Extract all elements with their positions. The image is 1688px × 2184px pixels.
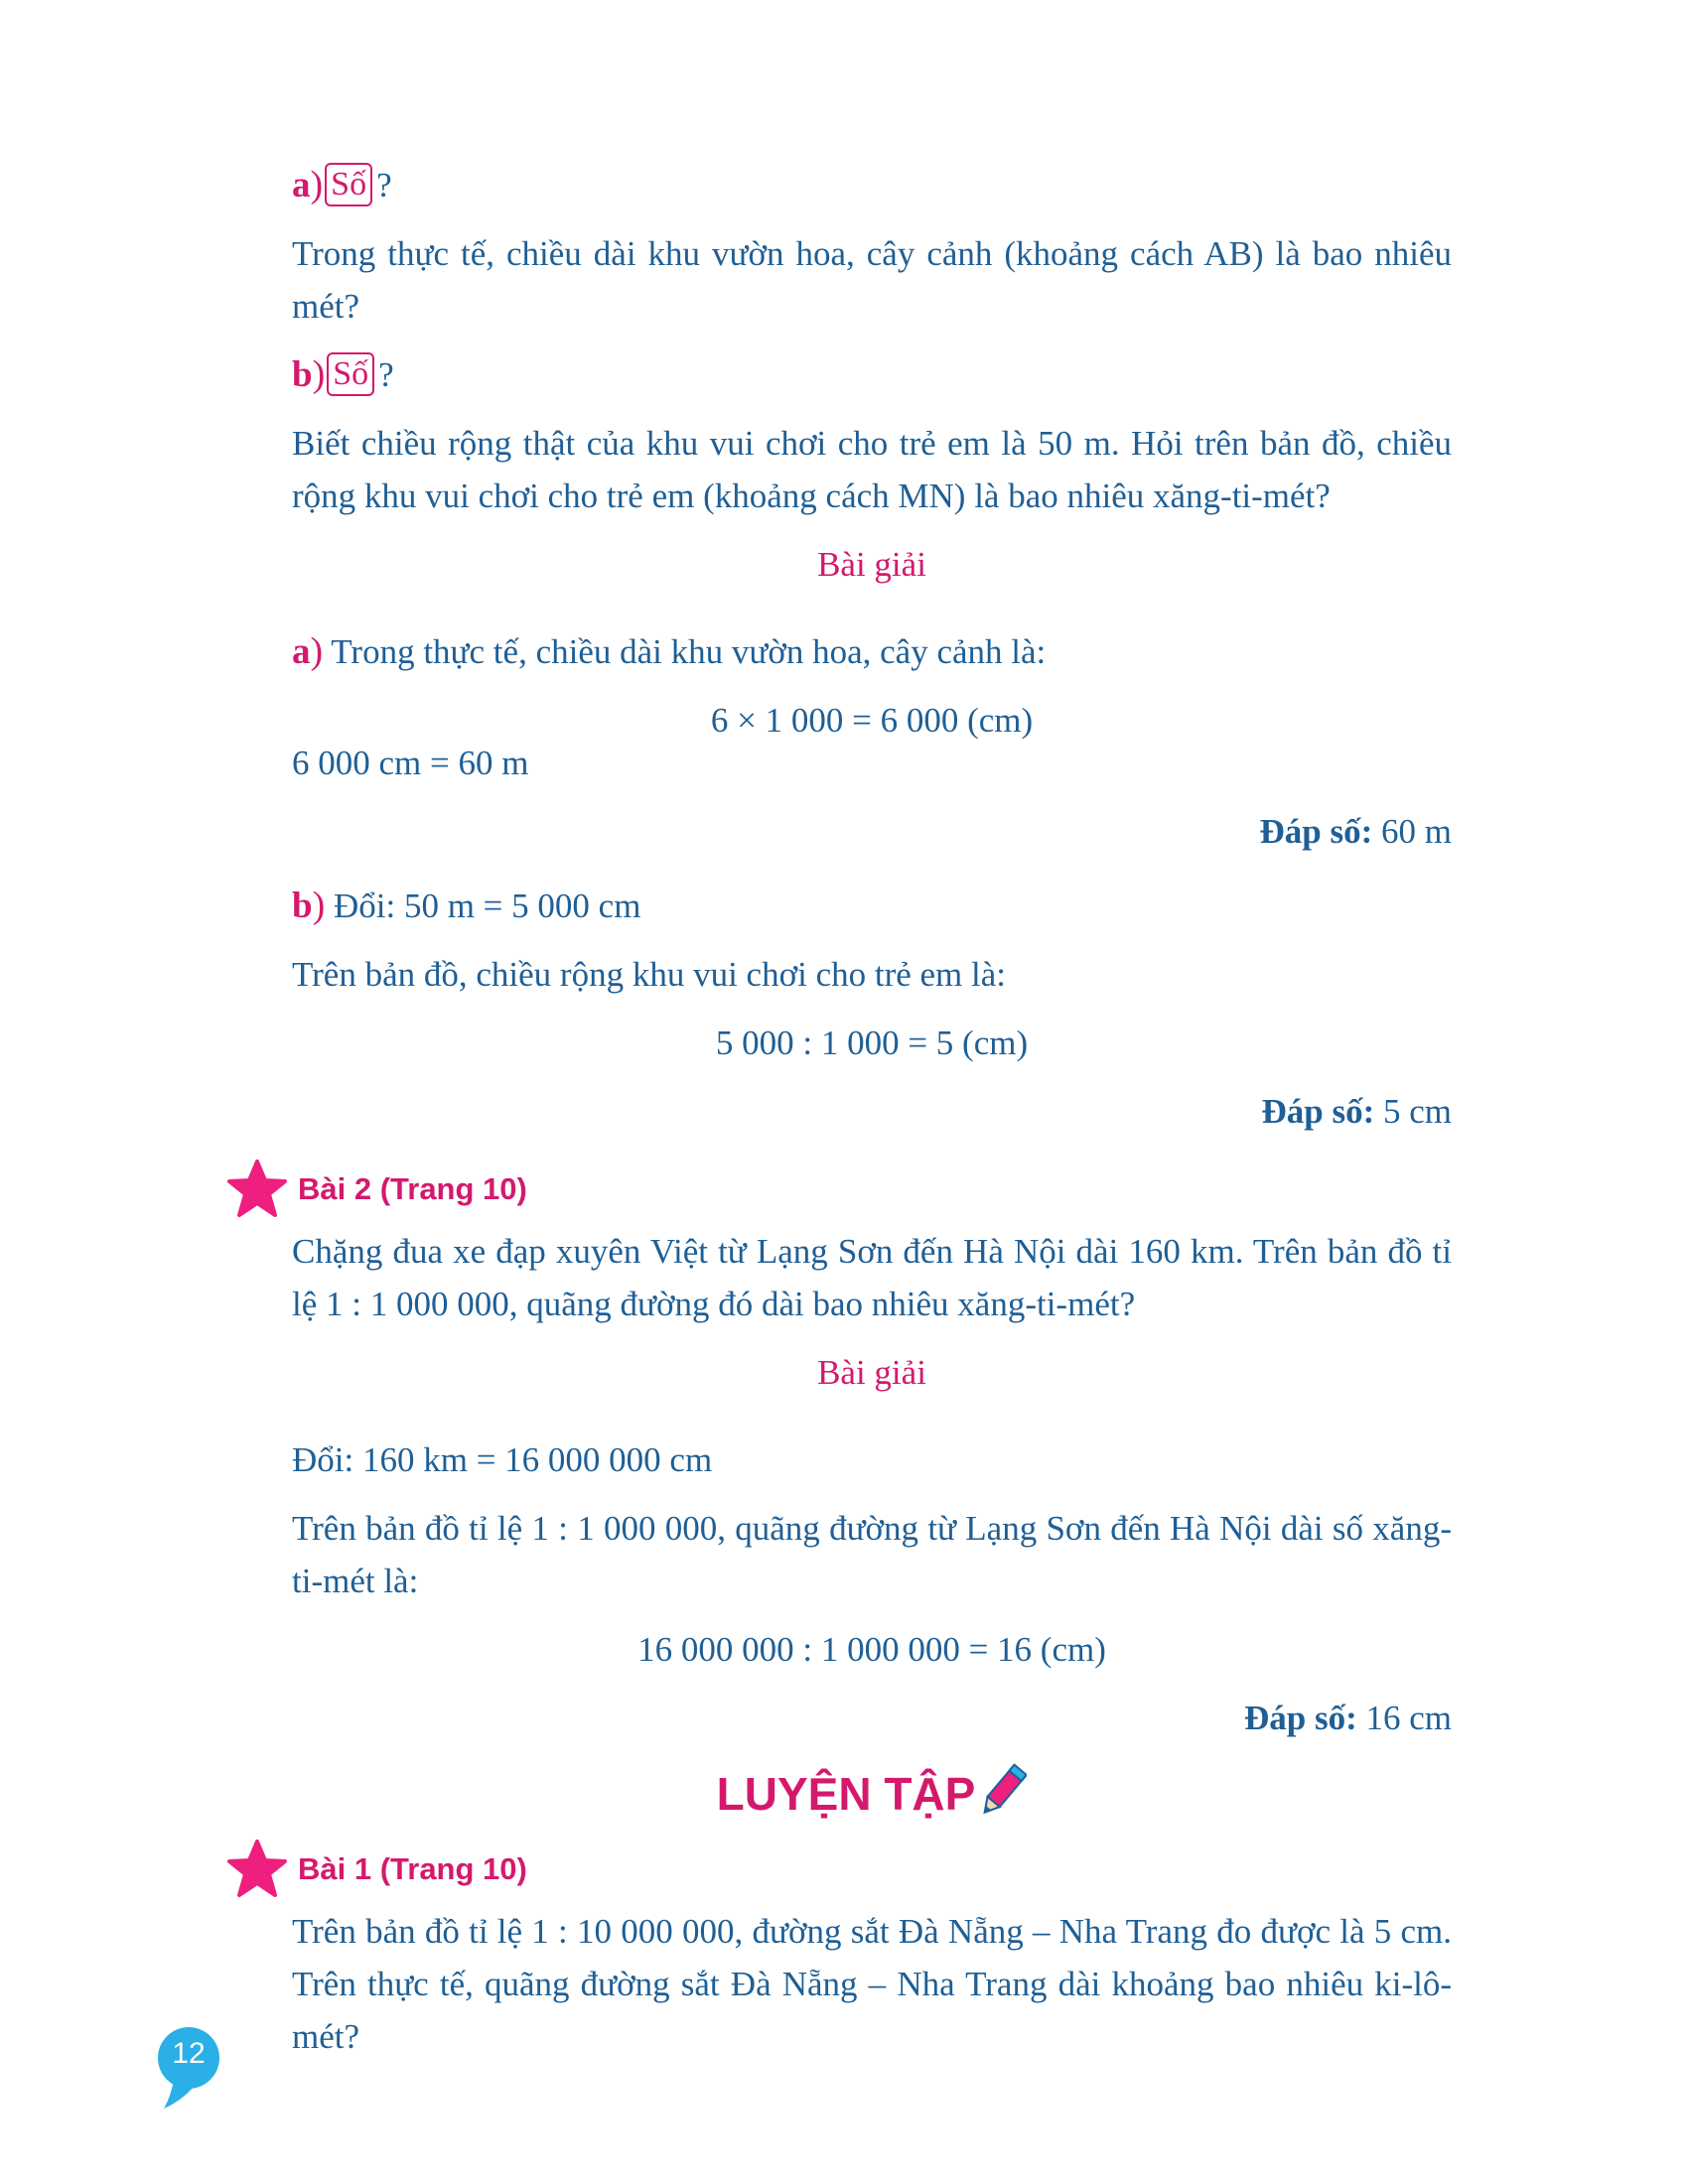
star-icon [222,1154,292,1225]
solution-a-letter: a [292,631,311,672]
solution-b-paren: ) [312,885,326,926]
solution-b-answer [292,1085,1452,1138]
page-number: 12 [172,2037,206,2070]
section-title: LUYỆN TẬP [716,1768,976,1820]
answer-value: 5 cm [1374,1092,1452,1131]
solution-a-convert: 6 000 cm = 60 m [292,744,529,782]
bai2-convert: Đổi: 160 km = 16 000 000 cm [292,1440,713,1479]
question-mark: ? [378,355,394,394]
exercise-title: Bài 1 (Trang 10) [298,1851,527,1886]
bai2-statement: Trên bản đồ tỉ lệ 1 : 1 000 000, quãng đường từ Lạng Sơn đến Hà Nội dài số xăng-ti-mét là: [292,1509,1452,1600]
part-a-paren: ) [310,164,324,205]
part-b-paren: ) [312,353,326,395]
solution-b-letter: b [292,886,313,926]
part-b-question: Biết chiều rộng thật của khu vui chơi cho trẻ em là 50 m. Hỏi trên bản đồ, chiều rộng khu vui chơi cho trẻ em (khoảng cách MN) là bao nhiêu xăng-ti-mét? [292,424,1452,515]
solution-a-line [292,625,1452,678]
part-b-label [292,348,1452,401]
page-number-badge [154,2025,223,2115]
question-mark: ? [376,166,392,205]
solution-a-text: Trong thực tế, chiều dài khu vườn hoa, cây cảnh là: [323,632,1047,671]
answer-value: 16 cm [1356,1699,1452,1737]
part-b-letter: b [292,354,313,395]
solution-a-answer [292,805,1452,858]
part-a-label [292,159,1452,211]
solution-b-statement: Trên bản đồ, chiều rộng khu vui chơi cho trẻ em là: [292,955,1007,994]
exercise-header-bai1 [222,1834,1452,1905]
solution-b-line [292,880,1452,932]
solution-b-calc: 5 000 : 1 000 = 5 (cm) [715,1024,1029,1062]
answer-label: Đáp số: [1259,812,1373,851]
solution-a-calc: 6 × 1 000 = 6 000 (cm) [710,701,1034,740]
star-icon [222,1834,292,1905]
pencil-icon [977,1761,1027,1828]
number-box: Số [325,163,372,206]
answer-value: 60 m [1372,812,1452,851]
part-a-question: Trong thực tế, chiều dài khu vườn hoa, cây cảnh (khoảng cách AB) là bao nhiêu mét? [292,234,1452,326]
bai1-problem: Trên bản đồ tỉ lệ 1 : 10 000 000, đường sắt Đà Nẵng – Nha Trang đo được là 5 cm. Trên thực tế, quãng đường sắt Đà Nẵng – Nha Trang dài khoảng bao nhiêu ki-lô-mét? [292,1912,1452,2056]
exercise-header-bai2 [222,1154,1452,1225]
part-a-letter: a [292,165,311,205]
number-box: Số [327,352,374,396]
answer-label: Đáp số: [1243,1699,1357,1737]
solution-heading: Bài giải [817,1353,926,1392]
bai2-problem: Chặng đua xe đạp xuyên Việt từ Lạng Sơn đến Hà Nội dài 160 km. Trên bản đồ tỉ lệ 1 : 1 000 000, quãng đường đó dài bao nhiêu xăng-ti-mét? [292,1232,1452,1323]
answer-label: Đáp số: [1261,1092,1375,1131]
solution-heading: Bài giải [817,545,926,584]
bai2-calc: 16 000 000 : 1 000 000 = 16 (cm) [637,1630,1106,1669]
solution-b-text: Đổi: 50 m = 5 000 cm [325,887,641,925]
bai2-answer [292,1692,1452,1744]
solution-a-paren: ) [310,630,324,672]
section-heading [292,1754,1452,1834]
exercise-title: Bài 2 (Trang 10) [298,1171,527,1206]
page-content [292,159,1452,2063]
